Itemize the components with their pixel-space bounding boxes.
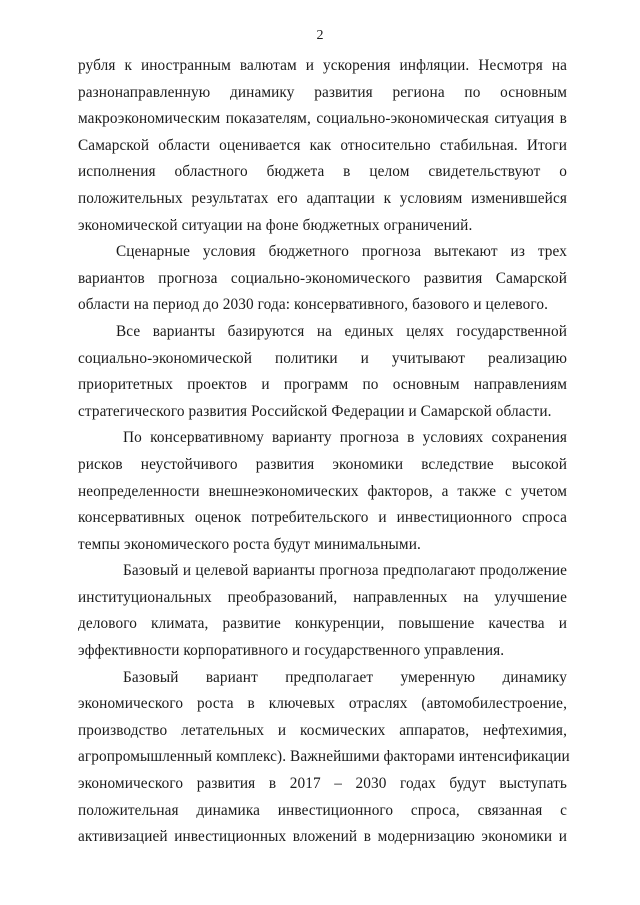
text-line: вариантов прогноза социально-экономического развития Самарской bbox=[78, 269, 567, 287]
text-line: приоритетных проектов и программ по основным направлениям bbox=[78, 376, 567, 394]
text-line: социально-экономической политики и учитывают реализацию bbox=[78, 349, 567, 367]
text-line: темпы экономического роста будут минимальными. bbox=[78, 535, 421, 553]
text-line: делового климата, развитие конкуренции, повышение качества и bbox=[78, 615, 567, 633]
text-line: экономического развития в 2017 – 2030 годах будут выступать bbox=[78, 775, 567, 793]
text-line: исполнения областного бюджета в целом свидетельствуют о bbox=[78, 163, 567, 181]
paragraph-conservative-variant bbox=[78, 425, 567, 558]
text-line: экономического роста в ключевых отраслях (автомобилестроение, bbox=[78, 695, 567, 713]
text-line: неопределенности внешнеэкономических факторов, а также с учетом bbox=[78, 482, 567, 500]
text-line: рисков неустойчивого развития экономики вследствие высокой bbox=[78, 455, 567, 473]
text-line: институциональных преобразований, направленных на улучшение bbox=[78, 588, 567, 606]
text-line: экономической ситуации на фоне бюджетных ограничений. bbox=[78, 216, 473, 234]
text-line: макроэкономическим показателям, социально-экономическая ситуация в bbox=[78, 110, 567, 128]
text-line: стратегического развития Российской Федерации и Самарской области. bbox=[78, 402, 552, 420]
paragraph-common-goals bbox=[78, 319, 567, 425]
text-line: консервативных оценок потребительского и инвестиционного спроса bbox=[78, 509, 567, 527]
paragraph-base-target-variants bbox=[78, 558, 567, 664]
paragraph-inflation-context bbox=[78, 53, 567, 239]
text-line: области на период до 2030 года: консервативного, базового и целевого. bbox=[78, 296, 548, 314]
document-body bbox=[78, 53, 570, 851]
text-line: производство летательных и космических аппаратов, нефтехимия, bbox=[78, 721, 567, 739]
text-line: Базовый и целевой варианты прогноза предполагают продолжение bbox=[123, 562, 567, 580]
text-line: По консервативному варианту прогноза в условиях сохранения bbox=[123, 429, 567, 447]
text-line: положительных результатах его адаптации к условиям изменившейся bbox=[78, 189, 567, 207]
text-line: Самарской области оценивается как относительно стабильная. Итоги bbox=[78, 136, 567, 154]
text-line: разнонаправленную динамику развития региона по основным bbox=[78, 83, 567, 101]
paragraph-base-variant bbox=[78, 665, 570, 851]
text-line: Сценарные условия бюджетного прогноза вытекают из трех bbox=[116, 243, 567, 261]
text-line: эффективности корпоративного и государственного управления. bbox=[78, 642, 505, 660]
text-line: Базовый вариант предполагает умеренную динамику bbox=[123, 668, 567, 686]
text-line: активизацией инвестиционных вложений в модернизацию экономики и bbox=[78, 828, 567, 846]
text-line: положительная динамика инвестиционного спроса, связанная с bbox=[78, 801, 567, 819]
paragraph-scenario-conditions bbox=[78, 239, 567, 319]
text-line: Все варианты базируются на единых целях государственной bbox=[116, 322, 567, 340]
page-number: 2 bbox=[316, 28, 324, 43]
text-line: рубля к иностранным валютам и ускорения инфляции. Несмотря на bbox=[78, 57, 567, 74]
text-line: агропромышленный комплекс). Важнейшими факторами интенсификации bbox=[78, 748, 570, 766]
